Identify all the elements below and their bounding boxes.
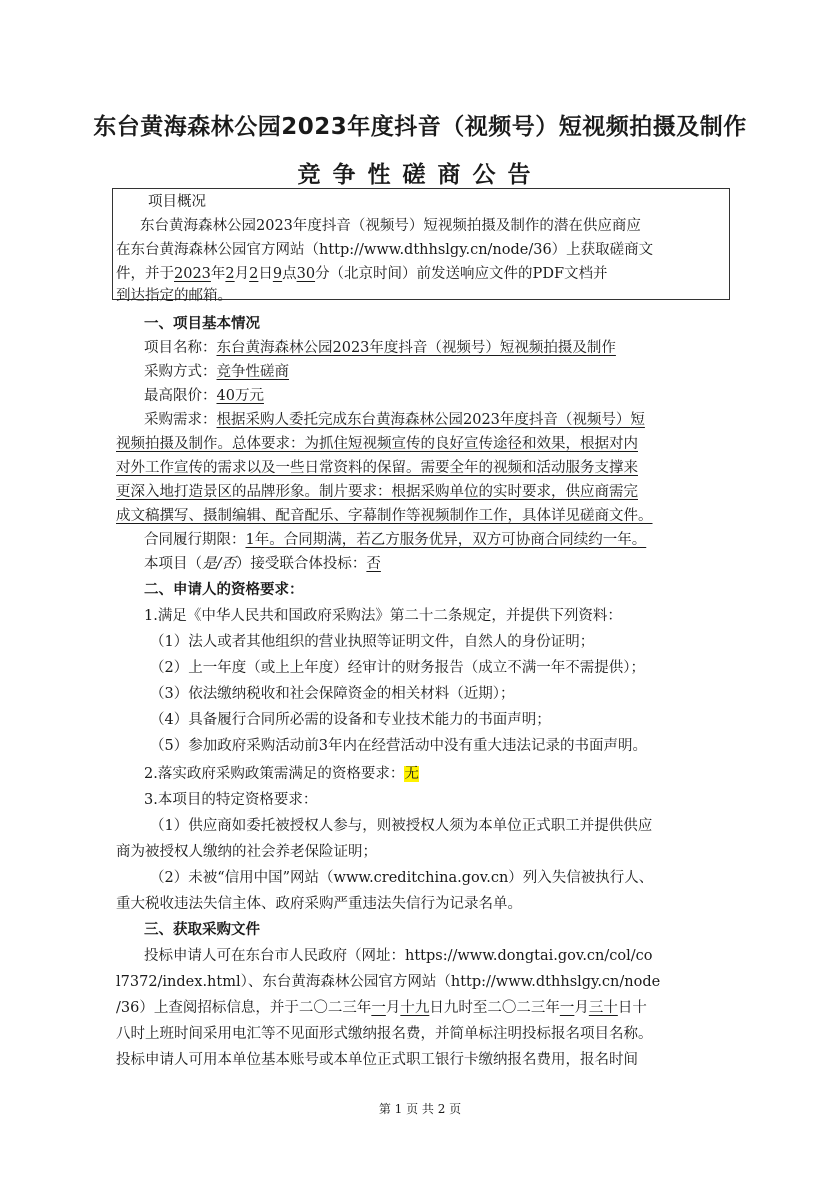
special-item2a: （2）未被“信用中国”网站（www.creditchina.gov.cn）列入失信被执行人、: [150, 870, 654, 886]
qual-item1: （1）法人或者其他组织的营业执照等证明文件，自然人的身份证明；: [150, 634, 595, 650]
qual-item5: （5）参加政府采购活动前3年内在经营活动中没有重大违法记录的书面声明。: [150, 738, 647, 754]
obtain-line4: 八时上班时间采用电汇等不见面形式缴纳报名费，并简单标注明投标报名项目名称。: [116, 1026, 653, 1042]
obtain-line3: /36）上查阅招标信息，并于二〇二三年一月十九日九时至二〇二三年一月三十日十: [116, 1000, 647, 1016]
requirement-line4: 更深入地打造景区的品牌形象。制片要求：根据采购单位的实时要求，供应商需完: [116, 484, 638, 500]
joint-bid: 本项目（是/否）接受联合体投标：否: [144, 556, 381, 572]
requirement-line5: 成文稿撰写、摄制编辑、配音配乐、字幕制作等视频制作工作，具体详见磋商文件。: [116, 508, 653, 524]
procurement-method: 采购方式：竞争性磋商: [144, 364, 289, 380]
special-item1b: 商为被授权人缴纳的社会养老保险证明；: [116, 844, 377, 860]
qual-p2: 2.落实政府采购政策需满足的资格要求：无: [144, 766, 419, 782]
special-item2b: 重大税收违法失信主体、政府采购严重违法失信行为记录名单。: [116, 896, 522, 912]
requirement-line2: 视频拍摄及制作。总体要求：为抓住短视频宣传的良好宣传途径和效果，根据对内: [116, 436, 638, 452]
overview-line2: 在东台黄海森林公园官方网站（http://www.dthhslgy.cn/node/36）上获取磋商文: [116, 242, 654, 258]
doc-title-line2: 竞争性磋商公告: [297, 162, 543, 188]
section3-heading: 三、获取采购文件: [144, 922, 260, 938]
project-name: 项目名称：东台黄海森林公园2023年度抖音（视频号）短视频拍摄及制作: [144, 340, 616, 356]
qual-p1: 1.满足《中华人民共和国政府采购法》第二十二条规定，并提供下列资料：: [144, 608, 622, 624]
page-footer: 第 1 页 共 2 页: [378, 1102, 462, 1116]
overview-line1: 东台黄海森林公园2023年度抖音（视频号）短视频拍摄及制作的潜在供应商应: [140, 218, 641, 234]
section1-heading: 一、项目基本情况: [144, 316, 260, 332]
overview-line3: 件，并于2023年2月2日9点30分（北京时间）前发送响应文件的PDF文档并: [116, 266, 608, 282]
obtain-line2: l7372/index.html）、东台黄海森林公园官方网站（http://www.dthhslgy.cn/node: [116, 974, 661, 990]
contract-term: 合同履行期限：1年。合同期满，若乙方服务优异，双方可协商合同续约一年。: [144, 532, 647, 548]
price-limit: 最高限价：40万元: [144, 388, 264, 404]
qual-item3: （3）依法缴纳税收和社会保障资金的相关材料（近期）；: [150, 686, 515, 702]
special-item1a: （1）供应商如委托被授权人参与，则被授权人须为本单位正式职工并提供供应: [150, 818, 653, 834]
requirement-line3: 对外工作宣传的需求以及一些日常资料的保留。需要全年的视频和活动服务支撑来: [116, 460, 638, 476]
doc-title-line1: 东台黄海森林公园2023年度抖音（视频号）短视频拍摄及制作: [93, 114, 747, 140]
qual-p3: 3.本项目的特定资格要求：: [144, 792, 318, 808]
obtain-line1: 投标申请人可在东台市人民政府（网址：https://www.dongtai.gov.cn/col/co: [144, 948, 653, 964]
section2-heading: 二、申请人的资格要求：: [144, 582, 304, 598]
requirement-line1: 采购需求：根据采购人委托完成东台黄海森林公园2023年度抖音（视频号）短: [144, 412, 645, 428]
qual-item4: （4）具备履行合同所必需的设备和专业技术能力的书面声明；: [150, 712, 551, 728]
overview-line4: 到达指定的邮箱。: [116, 288, 232, 304]
qual-item2: （2）上一年度（或上上年度）经审计的财务报告（成立不满一年不需提供）；: [150, 660, 645, 676]
overview-heading: 项目概况: [148, 194, 206, 210]
obtain-line5: 投标申请人可用本单位基本账号或本单位正式职工银行卡缴纳报名费用，报名时间: [116, 1052, 638, 1068]
